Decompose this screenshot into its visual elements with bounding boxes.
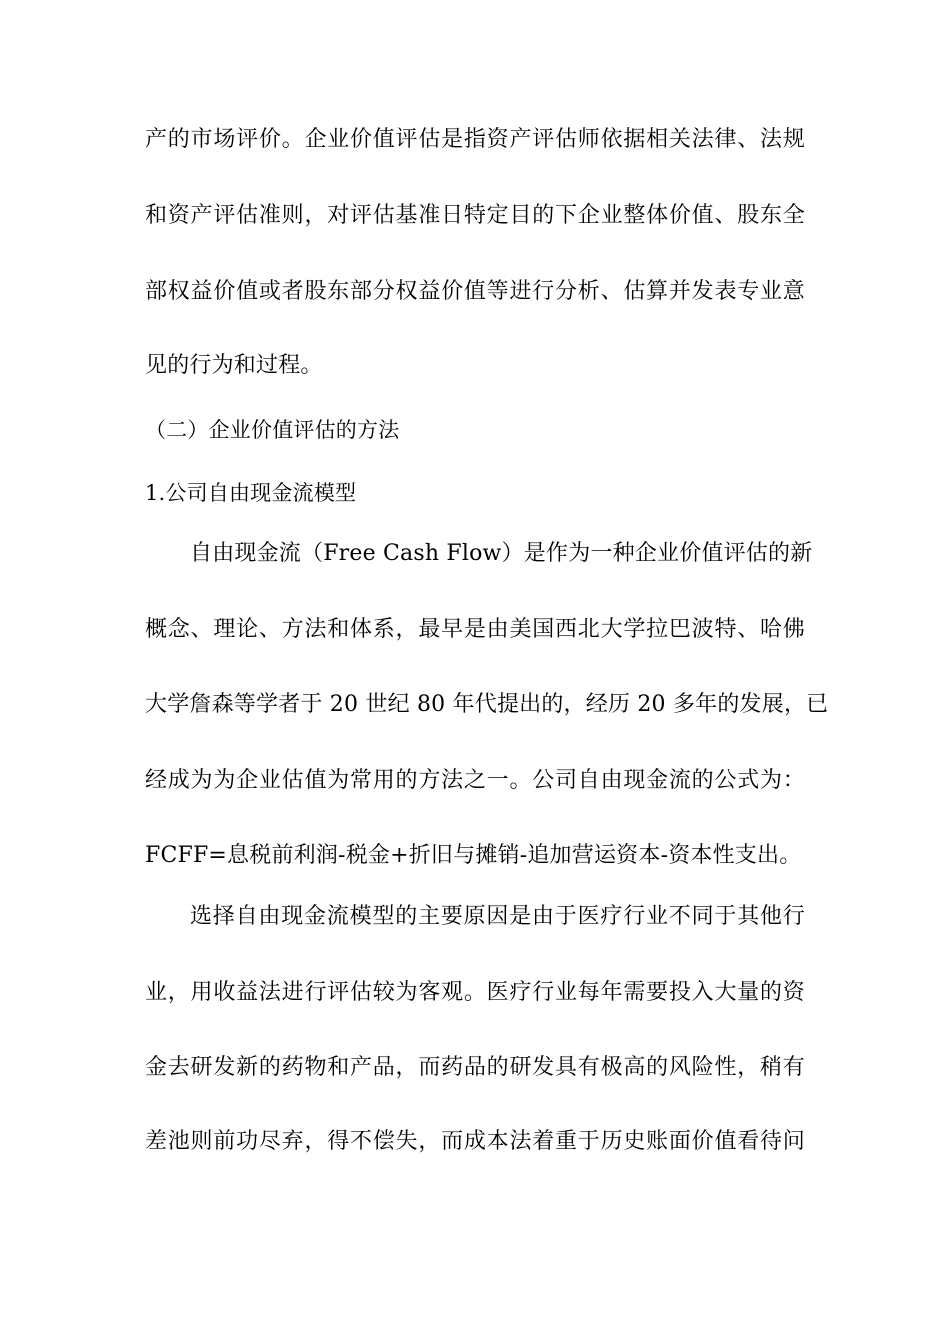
- paragraph-line: 经成为为企业估值为常用的方法之一。公司自由现金流的公式为：: [145, 768, 805, 793]
- section-heading: （二）企业价值评估的方法: [145, 418, 400, 442]
- formula-line: FCFF=息税前利润-税金+折旧与摊销-追加营运资本-资本性支出。: [145, 843, 802, 868]
- paragraph-line: 概念、理论、方法和体系，最早是由美国西北大学拉巴波特、哈佛: [145, 617, 805, 642]
- paragraph-line: 差池则前功尽弃，得不偿失，而成本法着重于历史账面价值看待问: [145, 1129, 805, 1154]
- paragraph-line: 自由现金流（Free Cash Flow）是作为一种企业价值评估的新: [190, 541, 813, 566]
- paragraph-line: 选择自由现金流模型的主要原因是由于医疗行业不同于其他行: [190, 904, 805, 929]
- paragraph-line: 业，用收益法进行评估较为客观。医疗行业每年需要投入大量的资: [145, 980, 805, 1005]
- paragraph-line: 部权益价值或者股东部分权益价值等进行分析、估算并发表专业意: [145, 279, 805, 304]
- paragraph-line: 产的市场评价。企业价值评估是指资产评估师依据相关法律、法规: [145, 127, 805, 152]
- subsection-heading: 1.公司自由现金流模型: [145, 481, 357, 505]
- paragraph-line: 大学詹森等学者于 20 世纪 80 年代提出的，经历 20 多年的发展，已: [145, 692, 829, 717]
- paragraph-line: 见的行为和过程。: [145, 353, 323, 378]
- paragraph-line: 金去研发新的药物和产品，而药品的研发具有极高的风险性，稍有: [145, 1055, 805, 1080]
- paragraph-line: 和资产评估准则，对评估基准日特定目的下企业整体价值、股东全: [145, 203, 805, 228]
